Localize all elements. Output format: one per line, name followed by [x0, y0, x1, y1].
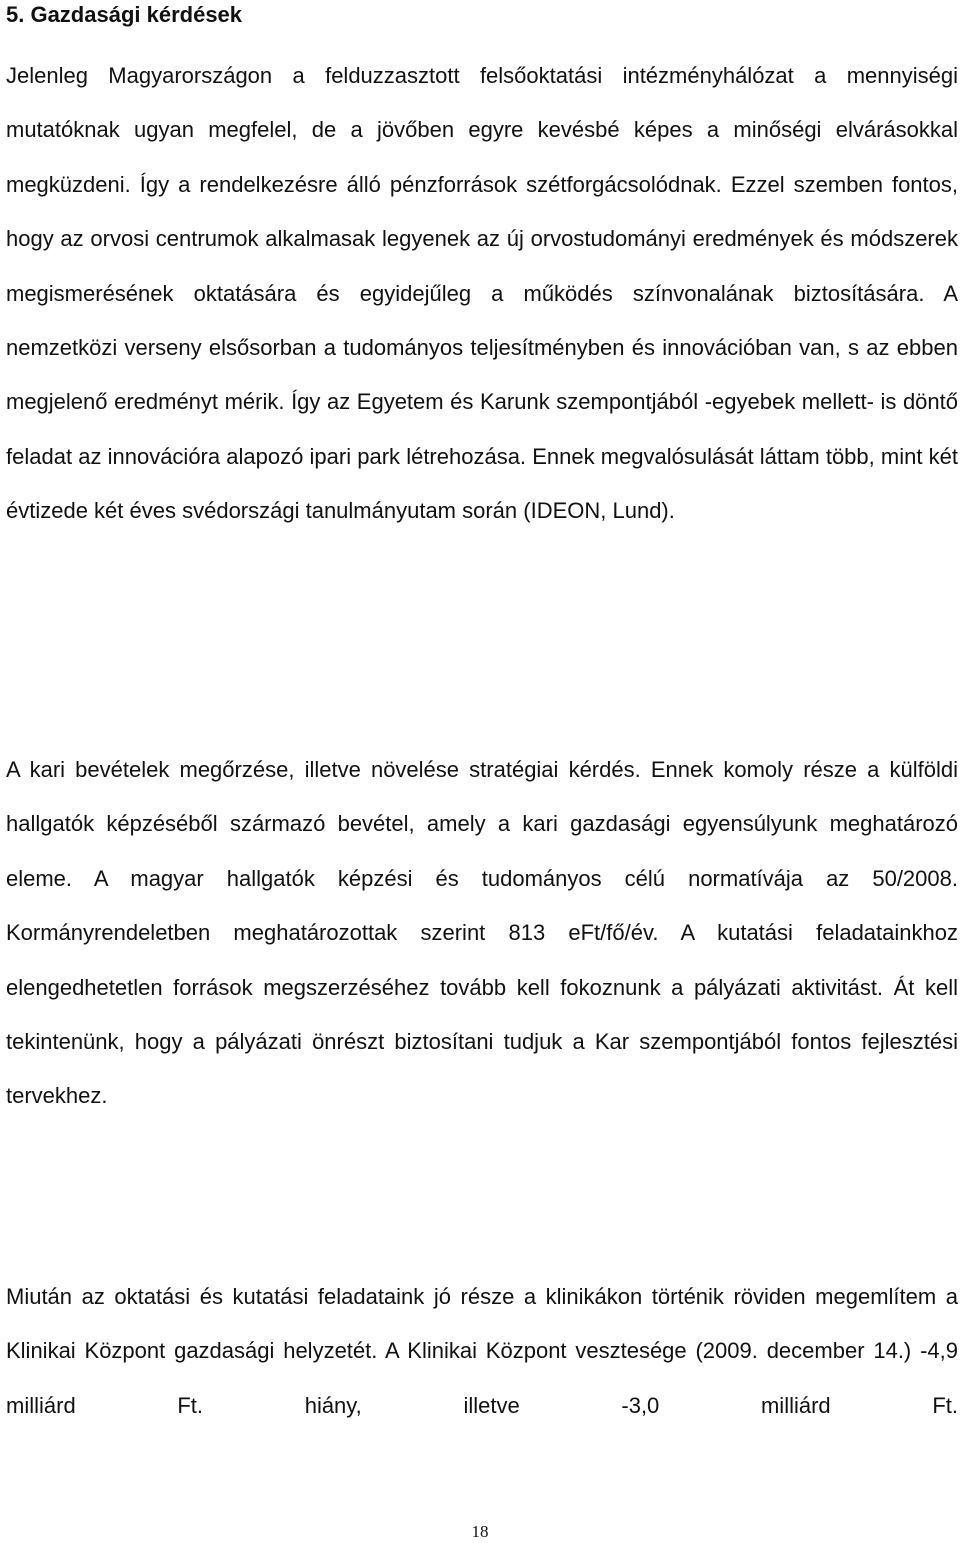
paragraph-clinical-center: Miután az oktatási és kutatási feladataink jó része a klinikákon történik röviden megemlítem a Klinikai Központ gazdasági helyzetét. A Klinikai Központ vesztesége (2009. december 14.) -4,9 milliárd Ft. hiány, illetve -3,0 milliárd Ft. [6, 1284, 958, 1418]
paragraph-innovation: Jelenleg Magyarországon a felduzzasztott felsőoktatási intézményhálózat a mennyiségi mutatóknak ugyan megfelel, de a jövőben egyre kevésbé képes a minőségi elvárásokkal megküzdeni. Így a rendelkezésre álló pénzforrások szétforgácsolódnak. Ezzel szemben fontos, hogy az orvosi centrumok alkalmasak legyenek az új orvostudományi eredmények és módszerek megismerésének oktatására és egyidejűleg a működés színvonalának biztosítására. A nemzetközi verseny elsősorban a tudományos teljesítményben és innovációban van, s az ebben megjelenő eredményt mérik. Így az Egyetem és Karunk szempontjából -egyebek mellett- is döntő feladat az innovációra alapozó ipari park létrehozása. Ennek megvalósulását láttam több, mint két évtizede két éves svédországi tanulmányutam során (IDEON, Lund). [6, 63, 958, 524]
paragraph-revenue: A kari bevételek megőrzése, illetve növelése stratégiai kérdés. Ennek komoly része a külföldi hallgatók képzéséből származó bevétel, amely a kari gazdasági egyensúlyunk meghatározó eleme. A magyar hallgatók képzési és tudományos célú normatívája az 50/2008. Kormányrendeletben meghatározottak szerint 813 eFt/fő/év. A kutatási feladatainkhoz elengedhetetlen források megszerzéséhez tovább kell fokoznunk a pályázati aktivitást. Át kell tekintenünk, hogy a pályázati önrészt biztosítani tudjuk a Kar szempontjából fontos fejlesztési tervekhez. [6, 757, 958, 1109]
page-number: 18 [471, 1522, 489, 1541]
section-heading: 5. Gazdasági kérdések [6, 2, 243, 27]
